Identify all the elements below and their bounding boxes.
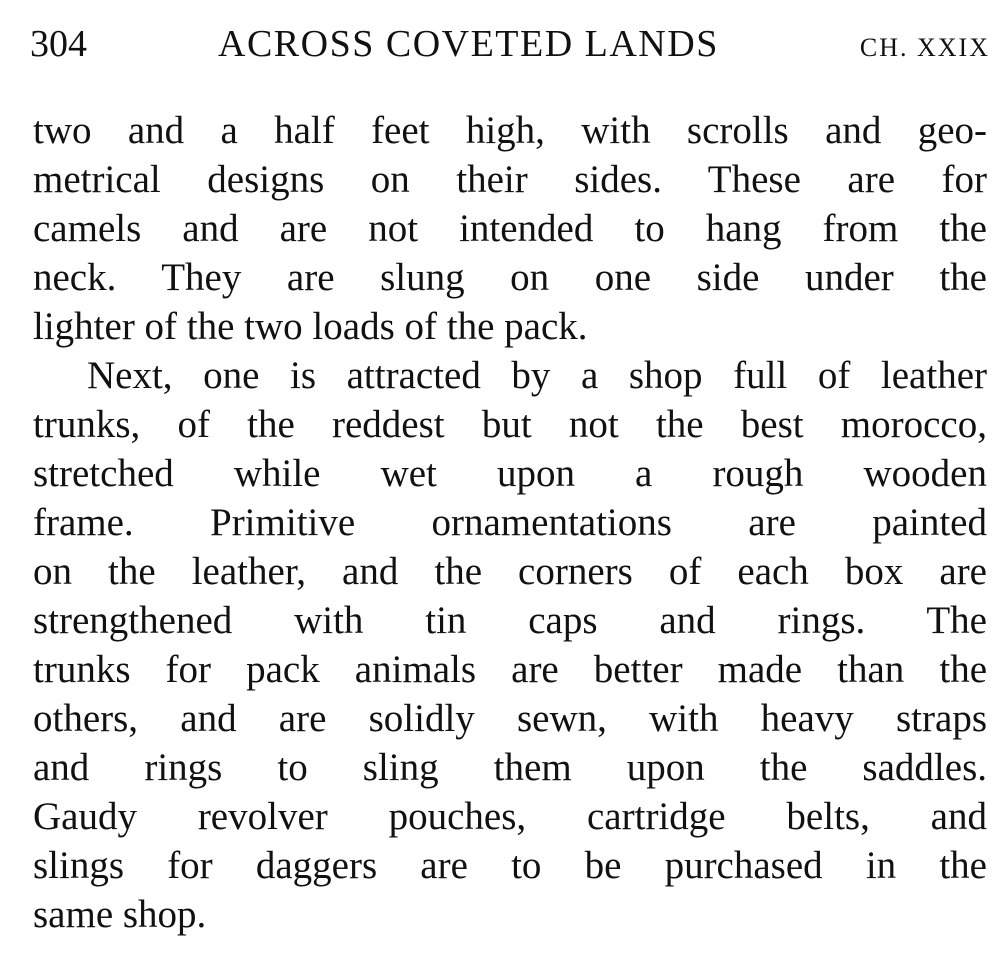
paragraph-leather-trunks	[33, 351, 987, 939]
text-line: slings for daggers are to be purchased in the	[33, 844, 987, 887]
running-head	[30, 14, 990, 70]
text-line: others, and are solidly sewn, with heavy straps	[33, 697, 987, 740]
text-line: Next, one is attracted by a shop full of leather	[87, 354, 987, 397]
text-line: neck. They are slung on one side under the	[33, 256, 987, 299]
paragraph-continuation	[33, 106, 987, 351]
text-line: trunks for pack animals are better made than the	[33, 648, 987, 691]
page-number: 304	[30, 23, 87, 65]
text-line: frame. Primitive ornamentations are painted	[33, 501, 987, 544]
text-line: Gaudy revolver pouches, cartridge belts, and	[33, 795, 987, 838]
text-line: trunks, of the reddest but not the best morocco,	[33, 403, 987, 446]
text-line: on the leather, and the corners of each box are	[33, 550, 987, 593]
text-line: metrical designs on their sides. These are for	[33, 158, 987, 201]
text-line: camels and are not intended to hang from the	[33, 207, 987, 250]
text-line: strengthened with tin caps and rings. The	[33, 599, 987, 642]
chapter-label: CH. XXIX	[859, 33, 990, 62]
text-line: and rings to sling them upon the saddles.	[33, 746, 987, 789]
text-line: lighter of the two loads of the pack.	[33, 305, 588, 348]
text-line: two and a half feet high, with scrolls and geo-	[33, 109, 987, 152]
text-line: same shop.	[33, 893, 207, 936]
text-line: stretched while wet upon a rough wooden	[33, 452, 987, 495]
body-text	[33, 106, 987, 939]
book-title: ACROSS COVETED LANDS	[218, 23, 719, 65]
